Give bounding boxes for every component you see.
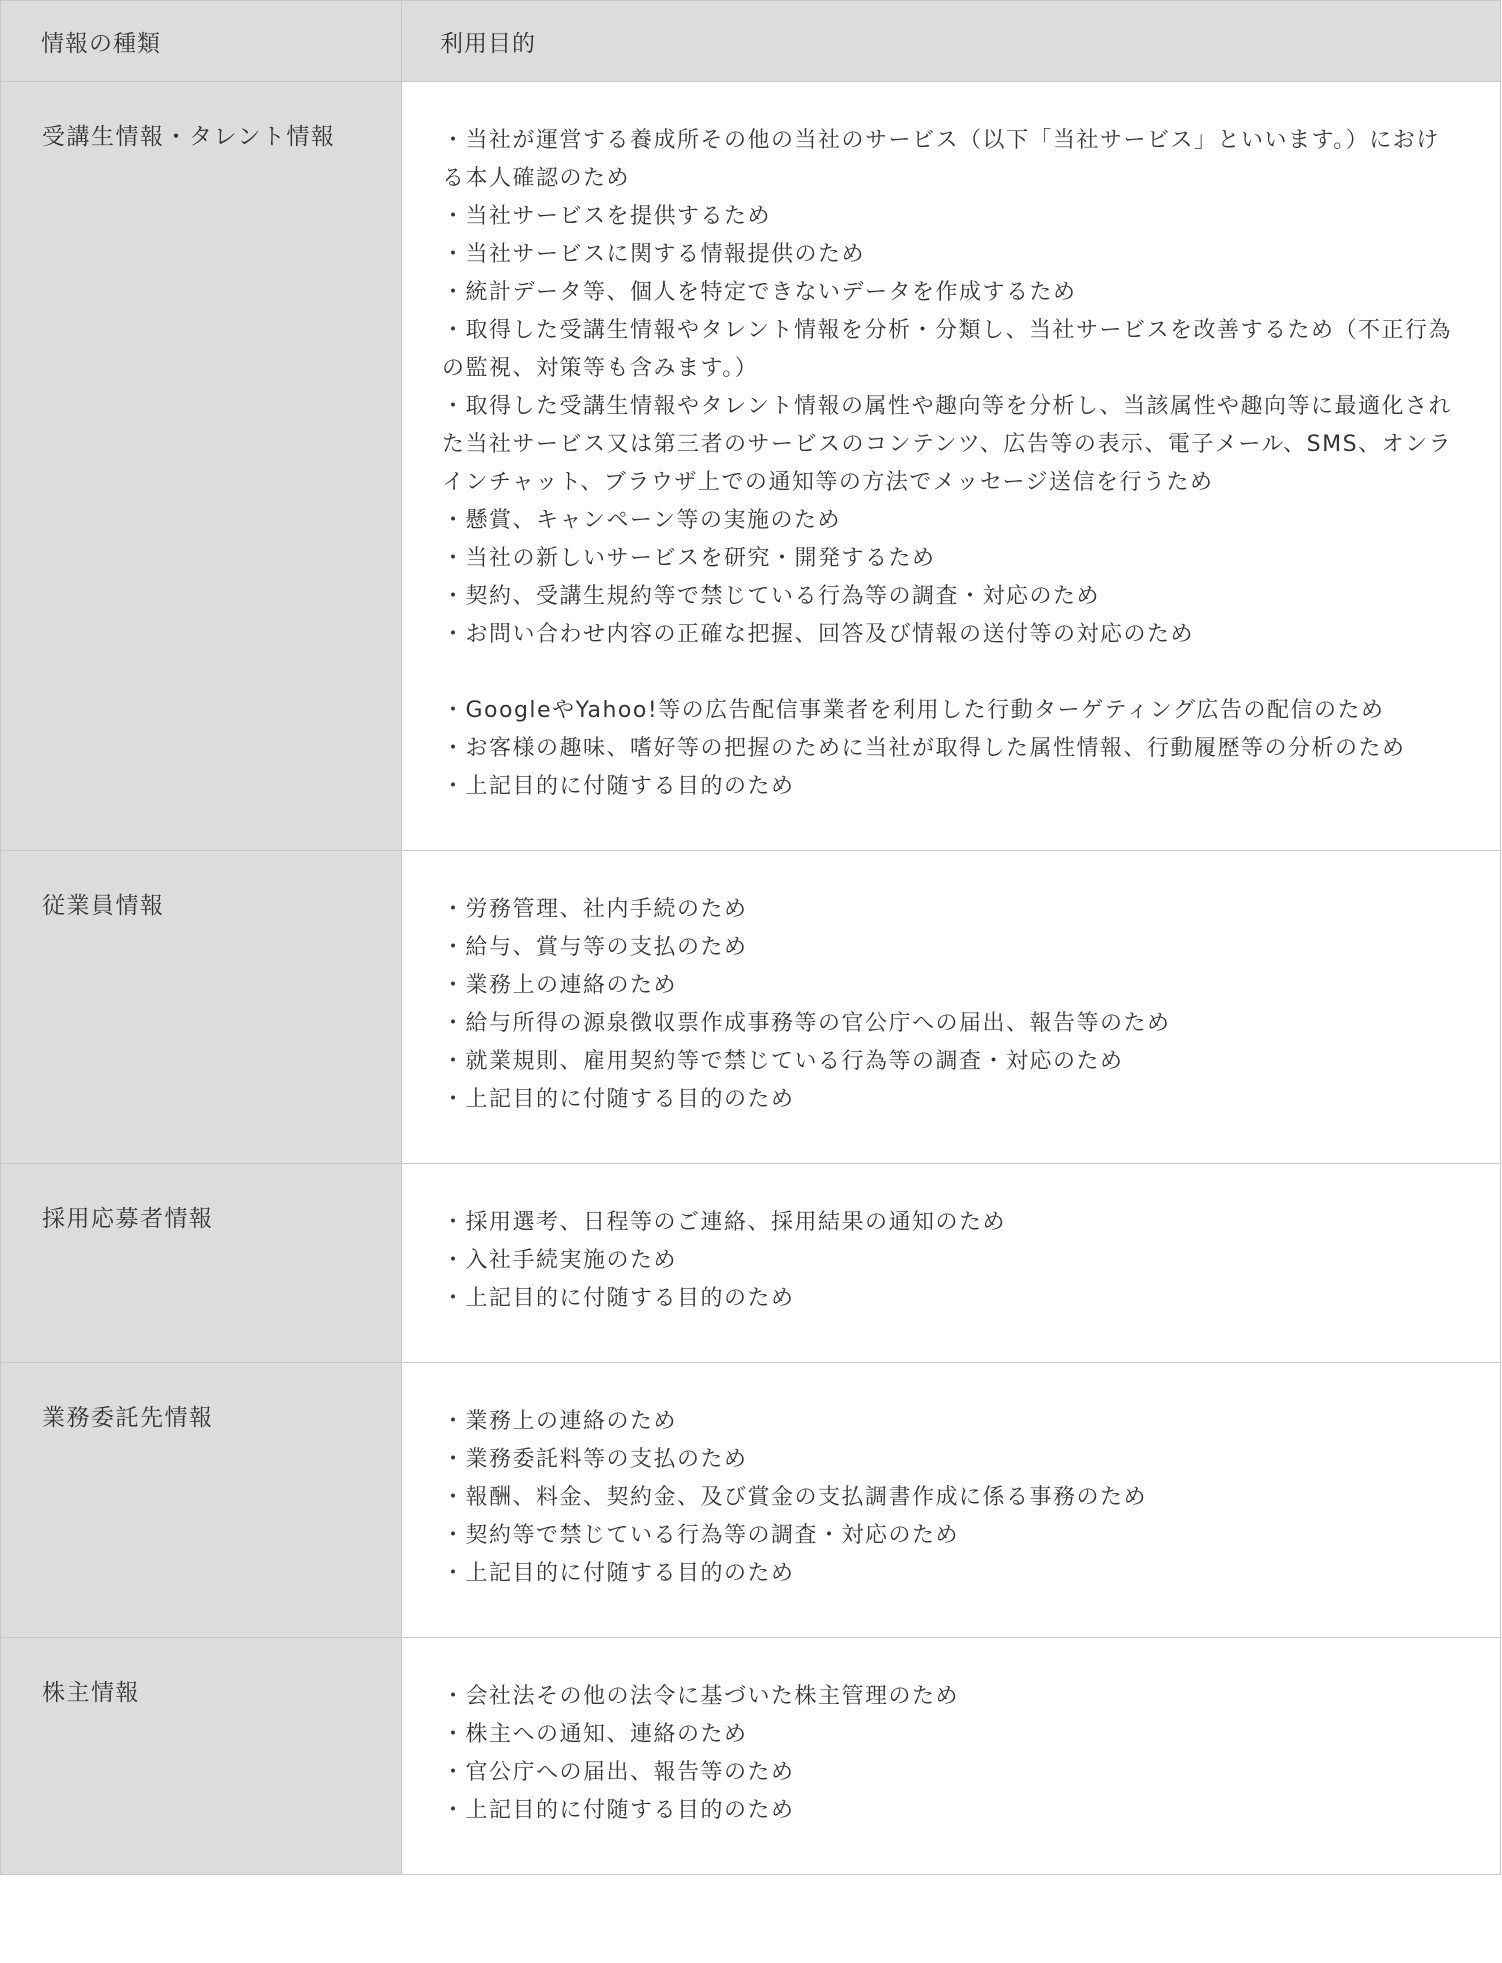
header-purpose: 利用目的	[402, 1, 1501, 82]
purpose-line: ・当社の新しいサービスを研究・開発するため	[442, 546, 936, 571]
purpose-line: ・契約等で禁じている行為等の調査・対応のため	[442, 1523, 960, 1548]
header-info-type: 情報の種類	[1, 1, 402, 82]
table-row	[1, 1164, 1501, 1363]
purpose-line: ・当社サービスを提供するため	[442, 204, 772, 229]
paragraph-spacer	[442, 654, 1460, 692]
purpose-line: ・会社法その他の法令に基づいた株主管理のため	[442, 1684, 960, 1709]
purpose-cell	[402, 1363, 1501, 1638]
purpose-line: ・報酬、料金、契約金、及び賞金の支払調書作成に係る事務のため	[442, 1485, 1148, 1510]
purpose-line: ・お問い合わせ内容の正確な把握、回答及び情報の送付等の対応のため	[442, 622, 1195, 647]
purpose-line: ・上記目的に付随する目的のため	[442, 1286, 795, 1311]
purpose-line: ・給与、賞与等の支払のため	[442, 935, 748, 960]
purpose-line: ・お客様の趣味、嗜好等の把握のために当社が取得した属性情報、行動履歴等の分析のため	[442, 736, 1406, 761]
purpose-line: ・GoogleやYahoo!等の広告配信事業者を利用した行動ターゲティング広告の配信のため	[442, 698, 1385, 723]
purpose-line: ・上記目的に付随する目的のため	[442, 774, 795, 799]
purpose-line: ・給与所得の源泉徴収票作成事務等の官公庁への届出、報告等のため	[442, 1011, 1171, 1036]
purpose-cell	[402, 82, 1501, 851]
table-row	[1, 851, 1501, 1164]
purpose-line: ・業務上の連絡のため	[442, 973, 678, 998]
purpose-line: ・上記目的に付随する目的のため	[442, 1561, 795, 1586]
info-type-cell: 株主情報	[1, 1638, 402, 1875]
purpose-line: ・統計データ等、個人を特定できないデータを作成するため	[442, 280, 1077, 305]
purpose-line: ・入社手続実施のため	[442, 1248, 678, 1273]
purpose-line: ・当社サービスに関する情報提供のため	[442, 242, 866, 267]
purpose-line: ・取得した受講生情報やタレント情報を分析・分類し、当社サービスを改善するため（不正行為の監視、対策等も含みます。）	[442, 318, 1452, 381]
purpose-cell	[402, 1638, 1501, 1875]
table-row	[1, 1363, 1501, 1638]
purpose-line: ・労務管理、社内手続のため	[442, 897, 748, 922]
purpose-line: ・契約、受講生規約等で禁じている行為等の調査・対応のため	[442, 584, 1101, 609]
table-row	[1, 82, 1501, 851]
purpose-line: ・株主への通知、連絡のため	[442, 1722, 748, 1747]
purpose-cell	[402, 1164, 1501, 1363]
purpose-line: ・上記目的に付随する目的のため	[442, 1798, 795, 1823]
info-type-cell: 受講生情報・タレント情報	[1, 82, 402, 851]
header-row	[1, 1, 1501, 82]
purpose-line: ・業務上の連絡のため	[442, 1409, 678, 1434]
purpose-line: ・就業規則、雇用契約等で禁じている行為等の調査・対応のため	[442, 1049, 1124, 1074]
purpose-line: ・官公庁への届出、報告等のため	[442, 1760, 795, 1785]
info-type-cell: 採用応募者情報	[1, 1164, 402, 1363]
info-type-cell: 従業員情報	[1, 851, 402, 1164]
purpose-line: ・懸賞、キャンペーン等の実施のため	[442, 508, 842, 533]
purpose-line: ・上記目的に付随する目的のため	[442, 1087, 795, 1112]
purpose-line: ・採用選考、日程等のご連絡、採用結果の通知のため	[442, 1210, 1007, 1235]
purpose-line: ・当社が運営する養成所その他の当社のサービス（以下「当社サービス」といいます。）における本人確認のため	[442, 128, 1440, 191]
purpose-line: ・業務委託料等の支払のため	[442, 1447, 748, 1472]
purpose-cell	[402, 851, 1501, 1164]
table-row	[1, 1638, 1501, 1875]
info-type-cell: 業務委託先情報	[1, 1363, 402, 1638]
purpose-line: ・取得した受講生情報やタレント情報の属性や趣向等を分析し、当該属性や趣向等に最適化された当社サービス又は第三者のサービスのコンテンツ、広告等の表示、電子メール、SMS、オンラインチャット、ブラウザ上での通知等の方法でメッセージ送信を行うため	[442, 394, 1453, 495]
